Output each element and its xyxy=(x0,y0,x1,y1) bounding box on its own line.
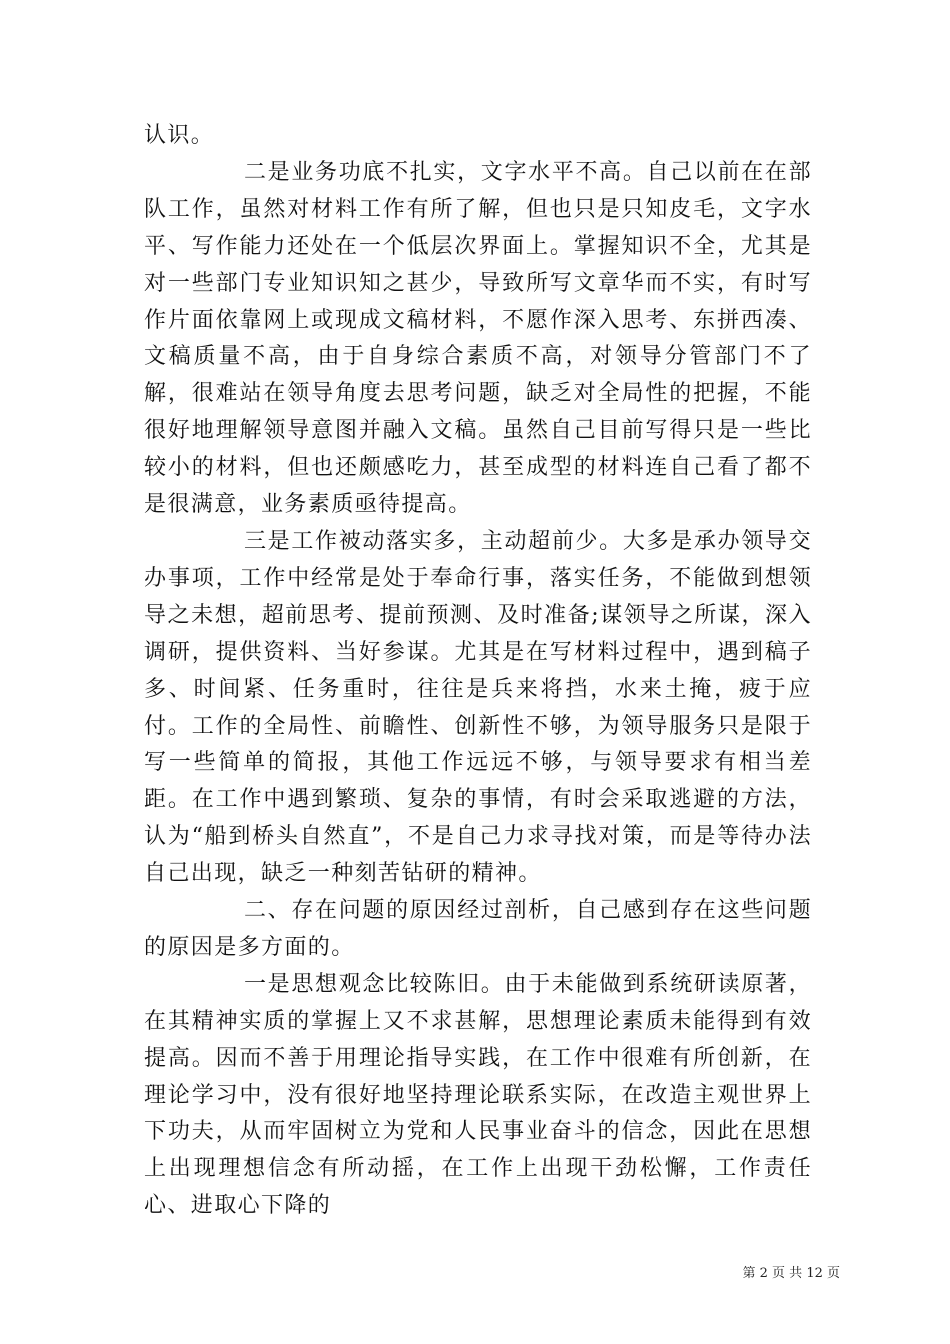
paragraph-5: 一是思想观念比较陈旧。由于未能做到系统研读原著，在其精神实质的掌握上又不求甚解，思想理论素质未能得到有效提高。因而不善于用理论指导实践，在工作中很难有所创新，在理论学习中，没有很好地坚持理论联系实际，在改造主观世界上下功夫，从而牢固树立为党和人民事业奋斗的信念，因此在思想上出现理想信念有所动摇，在工作上出现干劲松懈，工作责任心、进取心下降的 xyxy=(144,971,812,1219)
document-body xyxy=(144,118,812,1225)
paragraph-2: 二是业务功底不扎实，文字水平不高。自己以前在在部队工作，虽然对材料工作有所了解，但也只是只知皮毛，文字水平、写作能力还处在一个低层次界面上。掌握知识不全，尤其是对一些部门专业知识知之甚少，导致所写文章华而不实，有时写作片面依靠网上或现成文稿材料，不愿作深入思考、东拼西凑、文稿质量不高，由于自身综合素质不高，对领导分管部门不了解，很难站在领导角度去思考问题，缺乏对全局性的把握，不能很好地理解领导意图并融入文稿。虽然自己目前写得只是一些比较小的材料，但也还颇感吃力，甚至成型的材料连自己看了都不是很满意，业务素质亟待提高。 xyxy=(144,159,812,518)
paragraph-1: 认识。 xyxy=(144,123,215,148)
paragraph-3: 三是工作被动落实多，主动超前少。大多是承办领导交办事项，工作中经常是处于奉命行事，落实任务，不能做到想领导之未想，超前思考、提前预测、及时准备;谋领导之所谋，深入调研，提供资料、当好参谋。尤其是在写材料过程中，遇到稿子多、时间紧、任务重时，往往是兵来将挡，水来土掩，疲于应付。工作的全局性、前瞻性、创新性不够，为领导服务只是限于写一些简单的简报，其他工作远远不够，与领导要求有相当差距。在工作中遇到繁琐、复杂的事情，有时会采取逃避的方法，认为“船到桥头自然直”，不是自己力求寻找对策，而是等待办法自己出现，缺乏一种刻苦钻研的精神。 xyxy=(144,528,812,887)
paragraph-4: 二、存在问题的原因经过剖析，自己感到存在这些问题的原因是多方面的。 xyxy=(144,898,812,960)
page-number-footer: 第 2 页 共 12 页 xyxy=(742,1266,840,1281)
